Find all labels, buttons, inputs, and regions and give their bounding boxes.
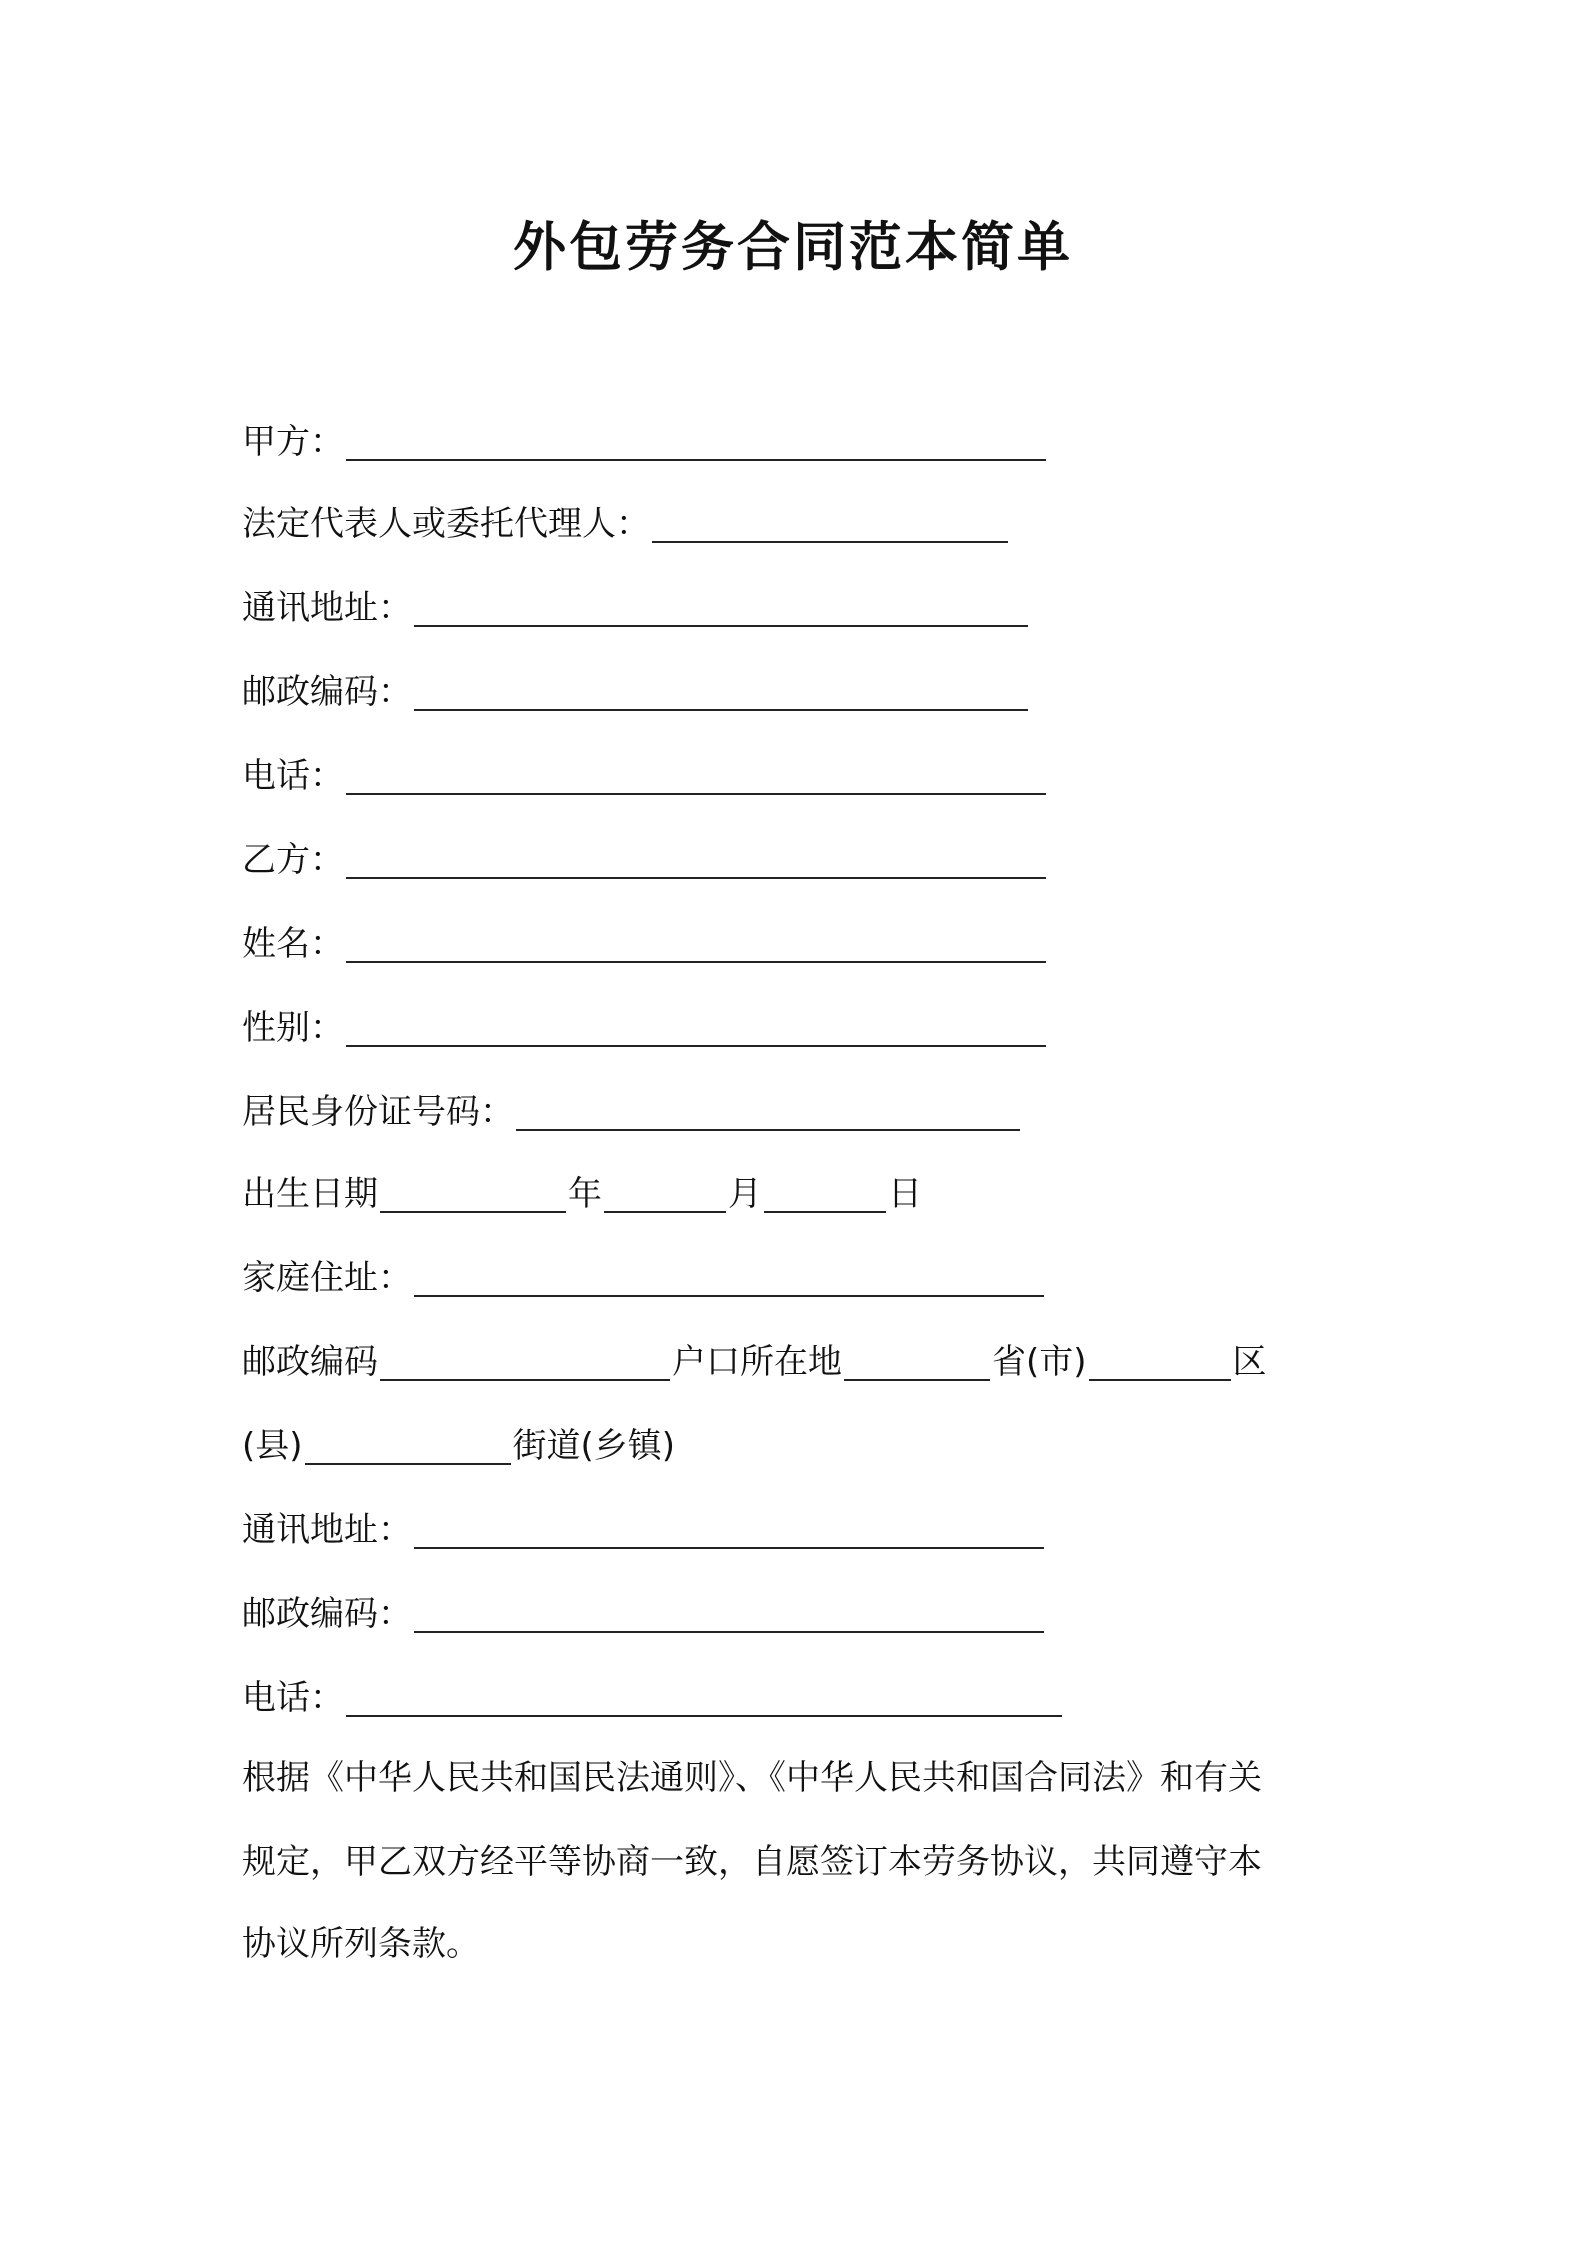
- gender-label: 性别：: [242, 1008, 344, 1048]
- representative-label: 法定代表人或委托代理人：: [242, 504, 650, 544]
- hukou-location-label: 户口所在地: [672, 1342, 842, 1382]
- party-b-phone-row: [242, 1668, 1064, 1728]
- party-a-blank[interactable]: [346, 425, 1046, 461]
- party-b-address-blank[interactable]: [414, 1513, 1044, 1549]
- preamble-line-1: 根据《中华人民共和国民法通则》、《中华人民共和国合同法》和有关: [242, 1758, 1262, 1798]
- party-a-postcode-blank[interactable]: [414, 675, 1028, 711]
- party-b-label: 乙方：: [242, 840, 344, 880]
- party-a-postcode-label: 邮政编码：: [242, 672, 412, 712]
- party-a-row: [242, 412, 1048, 472]
- birth-date-row: [242, 1164, 922, 1224]
- party-b-postcode-label: 邮政编码：: [242, 1594, 412, 1634]
- name-label: 姓名：: [242, 924, 344, 964]
- id-number-blank[interactable]: [516, 1095, 1020, 1131]
- party-b-blank[interactable]: [346, 843, 1046, 879]
- party-b-phone-blank[interactable]: [346, 1681, 1062, 1717]
- hukou-row: [242, 1332, 1267, 1392]
- party-a-address-blank[interactable]: [414, 591, 1028, 627]
- preamble-line-2: 规定，甲乙双方经平等协商一致，自愿签订本劳务协议，共同遵守本: [242, 1842, 1262, 1882]
- month-label: 月: [728, 1174, 762, 1214]
- birth-day-blank[interactable]: [764, 1177, 886, 1213]
- party-a-phone-row: [242, 746, 1048, 806]
- home-address-blank[interactable]: [414, 1261, 1044, 1297]
- home-address-row: [242, 1248, 1046, 1308]
- home-address-label: 家庭住址：: [242, 1258, 412, 1298]
- birth-year-blank[interactable]: [380, 1177, 566, 1213]
- party-a-address-label: 通讯地址：: [242, 588, 412, 628]
- party-a-postcode-row: [242, 662, 1030, 722]
- street-label: 街道(乡镇): [512, 1426, 676, 1466]
- hukou-district-blank[interactable]: [1089, 1345, 1231, 1381]
- party-a-phone-label: 电话：: [242, 756, 344, 796]
- id-number-label: 居民身份证号码：: [242, 1092, 514, 1132]
- hukou-postcode-label: 邮政编码: [242, 1342, 378, 1382]
- hukou-province-blank[interactable]: [844, 1345, 990, 1381]
- party-a-address-row: [242, 578, 1030, 638]
- birth-month-blank[interactable]: [604, 1177, 726, 1213]
- day-label: 日: [888, 1174, 922, 1214]
- party-b-phone-label: 电话：: [242, 1678, 344, 1718]
- party-a-label: 甲方：: [242, 422, 344, 462]
- name-row: [242, 914, 1048, 974]
- county-label: (县): [242, 1426, 303, 1466]
- province-label: 省(市): [992, 1342, 1087, 1382]
- district-label: 区: [1232, 1342, 1267, 1382]
- representative-row: [242, 494, 1010, 554]
- hukou-postcode-blank[interactable]: [380, 1345, 670, 1381]
- county-row: [242, 1416, 675, 1476]
- birth-date-label: 出生日期: [242, 1174, 378, 1214]
- county-blank[interactable]: [305, 1429, 511, 1465]
- party-b-address-row: [242, 1500, 1046, 1560]
- party-b-postcode-row: [242, 1584, 1046, 1644]
- preamble-line-3: 协议所列条款。: [242, 1924, 480, 1964]
- name-blank[interactable]: [346, 927, 1046, 963]
- gender-row: [242, 998, 1048, 1058]
- document-title: 外包劳务合同范本简单: [513, 217, 1073, 278]
- representative-blank[interactable]: [652, 507, 1008, 543]
- party-b-row: [242, 830, 1048, 890]
- party-b-postcode-blank[interactable]: [414, 1597, 1044, 1633]
- gender-blank[interactable]: [346, 1011, 1046, 1047]
- party-a-phone-blank[interactable]: [346, 759, 1046, 795]
- year-label: 年: [568, 1174, 602, 1214]
- party-b-address-label: 通讯地址：: [242, 1510, 412, 1550]
- id-number-row: [242, 1082, 1022, 1142]
